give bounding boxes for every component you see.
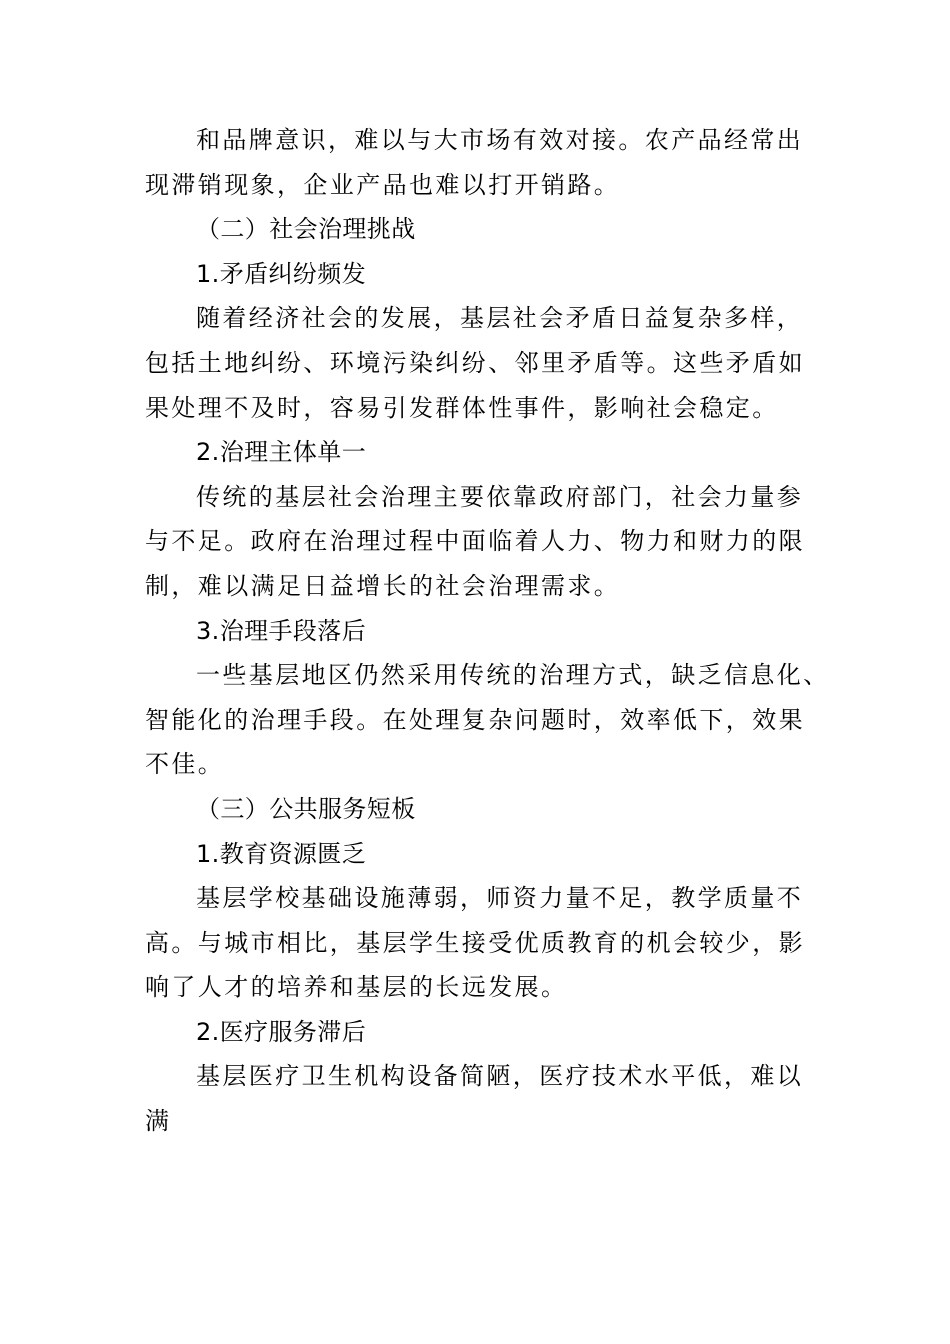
- paragraph-medical: [145, 1054, 807, 1143]
- text-line: 一些基层地区仍然采用传统的治理方式，缺乏信息化、: [196, 661, 830, 690]
- paragraph-market-connection: [145, 118, 807, 207]
- text-line: 高。与城市相比，基层学生接受优质教育的机会较少，影: [145, 928, 805, 957]
- subheading-medical: 2.医疗服务滞后: [196, 1017, 367, 1046]
- text-line: 响了人才的培养和基层的长远发展。: [145, 973, 568, 1002]
- subheading-conflicts: 1.矛盾纠纷频发: [196, 259, 367, 288]
- subheading-outdated-means: 3.治理手段落后: [196, 616, 367, 645]
- document-body: [145, 118, 830, 1144]
- paragraph-outdated-means: [145, 653, 830, 787]
- text-line: 和品牌意识，难以与大市场有效对接。农产品经常出: [196, 126, 804, 154]
- paragraph-conflicts: [145, 296, 807, 430]
- text-line: 智能化的治理手段。在处理复杂问题时，效率低下，效果: [145, 705, 805, 734]
- text-line: 制，难以满足日益增长的社会治理需求。: [145, 571, 621, 600]
- section-heading-public-services: （三）公共服务短板: [196, 794, 416, 823]
- paragraph-education: [145, 876, 807, 1010]
- subheading-education: 1.教育资源匮乏: [196, 839, 367, 868]
- text-line: 不佳。: [145, 750, 225, 779]
- text-line: 基层医疗卫生机构设备简陋，医疗技术水平低，难以: [196, 1062, 804, 1091]
- text-line: 满: [145, 1107, 172, 1136]
- text-line: 现滞销现象，企业产品也难以打开销路。: [145, 170, 621, 199]
- subheading-single-governance-subject: 2.治理主体单一: [196, 438, 367, 467]
- text-line: 随着经济社会的发展，基层社会矛盾日益复杂多样，: [196, 304, 804, 333]
- section-heading-social-governance: （二）社会治理挑战: [196, 215, 416, 244]
- text-line: 与不足。政府在治理过程中面临着人力、物力和财力的限: [145, 527, 805, 556]
- text-line: 传统的基层社会治理主要依靠政府部门，社会力量参: [196, 482, 804, 511]
- text-line: 包括土地纠纷、环境污染纠纷、邻里矛盾等。这些矛盾如: [145, 348, 805, 377]
- text-line: 果处理不及时，容易引发群体性事件，影响社会稳定。: [145, 393, 779, 422]
- text-line: 基层学校基础设施薄弱，师资力量不足，教学质量不: [196, 884, 804, 913]
- paragraph-single-governance-subject: [145, 475, 807, 609]
